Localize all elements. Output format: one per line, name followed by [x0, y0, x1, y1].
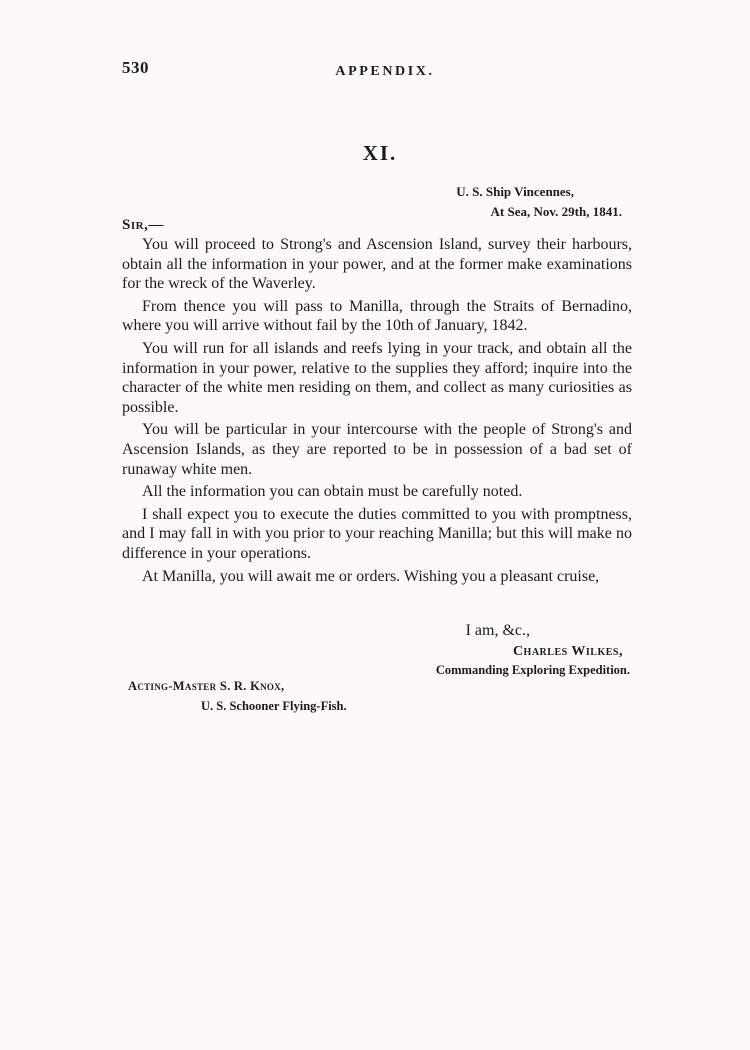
signer-name: Charles Wilkes,	[512, 644, 623, 659]
closing-phrase: I am, &c.,	[465, 622, 530, 639]
paragraph: All the information you can obtain must be carefully noted.	[142, 483, 523, 501]
addressee-vessel: U. S. Schooner Flying-Fish.	[201, 699, 347, 713]
paragraph: You will proceed to Strong's and Ascension Island, survey their harbours, obtain all the information in your power, and at the former make examinations for the wreck of the Waverley.	[122, 236, 632, 293]
dateline-ship: U. S. Ship Vincennes,	[456, 184, 574, 199]
paragraph: I shall expect you to execute the duties committed to you with promptness, and I may fall in with you prior to your reaching Manilla; but this will make no difference in your operations.	[122, 505, 632, 562]
addressee-name: Acting-Master S. R. Knox,	[128, 679, 285, 693]
section-number: XI.	[362, 141, 398, 165]
letter-body	[122, 235, 632, 589]
dateline-date: At Sea, Nov. 29th, 1841.	[490, 204, 622, 219]
dateline	[456, 182, 622, 222]
page-number: 530	[122, 58, 149, 77]
running-head: APPENDIX.	[335, 64, 435, 79]
paragraph: From thence you will pass to Manilla, through the Straits of Bernadino, where you will arrive without fail by the 10th of January, 1842.	[122, 297, 632, 335]
paragraph: At Manilla, you will await me or orders. Wishing you a pleasant cruise,	[142, 567, 600, 585]
paragraph: You will run for all islands and reefs lying in your track, and obtain all the information in your power, relative to the supplies they afford; inquire into the character of the white men residing on them, and collect as many curiosities as possible.	[122, 339, 632, 416]
salutation: Sir,—	[122, 217, 164, 233]
closing-block	[436, 622, 630, 678]
paragraph: You will be particular in your intercourse with the people of Strong's and Ascension Islands, as they are reported to be in possession of a bad set of runaway white men.	[122, 421, 632, 478]
addressee-block	[128, 676, 347, 716]
signer-title: Commanding Exploring Expedition.	[435, 663, 630, 677]
